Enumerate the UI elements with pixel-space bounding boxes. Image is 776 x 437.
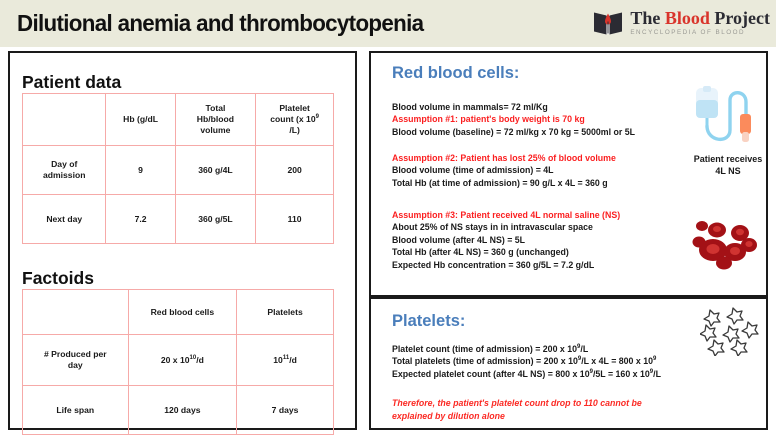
- table-row: [23, 146, 334, 195]
- table-header-row: [23, 290, 334, 335]
- row-label-l2: admission: [42, 170, 86, 180]
- rbc-line-assumption-1: Assumption #1: patient's body weight is 70 kg: [392, 114, 585, 125]
- table-row: [23, 195, 334, 244]
- plt-line2-exp2: 9: [653, 356, 657, 363]
- plt-line3-post2: /L: [653, 368, 661, 379]
- cell-hb-admission: 9: [106, 146, 175, 195]
- th-plt-l1: Platelet: [279, 103, 310, 114]
- plt-line3-exp: 9: [589, 369, 593, 376]
- cell-rbc-produced: [128, 335, 237, 386]
- plt-line1-pre: Platelet count (time of admission) = 200 x 10: [392, 344, 578, 354]
- cell-plt-produced-pre: 10: [273, 354, 283, 365]
- th-blank: [23, 94, 106, 146]
- platelets-calc-group: [392, 343, 661, 380]
- plt-line-total-admission: [392, 355, 661, 367]
- conclusion-l2: explained by dilution alone: [392, 410, 505, 421]
- rbc-line-expected-hb: Expected Hb concentration = 360 g/5L = 7.2 g/dL: [392, 259, 595, 270]
- factoids-title: Factoids: [22, 268, 94, 288]
- cell-rbc-lifespan: 120 days: [128, 386, 237, 435]
- plt-line2-exp: 9: [577, 356, 582, 363]
- red-blood-cells-cluster-icon: [688, 216, 764, 278]
- rbc-calc-group-2: [392, 152, 616, 189]
- row-label-nextday: Next day: [23, 195, 106, 244]
- cell-plt-produced: [237, 335, 334, 386]
- th-plt-exp: 9: [315, 114, 319, 121]
- th-total-hb-l2: Hb/blood: [196, 114, 235, 125]
- th-total-hb-l1: Total: [205, 103, 226, 114]
- cell-total-hb-nextday: 360 g/5L: [175, 195, 256, 244]
- rbc-line-blood-volume-mammals: Blood volume in mammals= 72 ml/Kg: [392, 102, 548, 112]
- row-label-admission: [23, 146, 106, 195]
- th-total-hb: [175, 94, 256, 146]
- rbc-calc-group-1: [392, 101, 635, 138]
- th-plt-l2: count (x 10: [270, 114, 316, 125]
- cell-plt-produced-exp: 11: [282, 354, 290, 361]
- open-book-blood-drop-icon: [592, 6, 624, 39]
- cell-platelets-nextday: 110: [256, 195, 334, 244]
- cell-platelets-admission: 200: [256, 146, 334, 195]
- platelet-stars-icon: [700, 306, 766, 356]
- patient-data-table: [22, 93, 334, 244]
- frow-label-l1: # Produced per: [44, 349, 107, 360]
- logo-project: Project: [714, 7, 770, 28]
- plt-line1-exp: 9: [577, 344, 581, 351]
- cell-rbc-produced-exp: 10: [189, 354, 197, 361]
- plt-line2-post: /L x 4L = 800 x 10: [581, 356, 654, 367]
- rbc-line-assumption-3: Assumption #3: Patient received 4L normal saline (NS): [392, 210, 621, 220]
- plt-line3-exp2: 9: [649, 369, 654, 376]
- patient-data-title: Patient data: [22, 72, 122, 92]
- th-plt-l3: /L): [289, 124, 300, 135]
- iv-caption-l2: 4L NS: [715, 166, 741, 177]
- th-total-hb-l3: volume: [200, 124, 231, 135]
- rbc-line-assumption-2: Assumption #2: Patient has lost 25% of blood volume: [392, 153, 616, 163]
- page-header: [0, 0, 776, 47]
- cell-plt-produced-post: /d: [289, 354, 297, 365]
- cell-total-hb-admission: 360 g/4L: [175, 146, 256, 195]
- rbc-line-baseline-volume: Blood volume (baseline) = 72 ml/kg x 70 kg = 5000ml or 5L: [392, 126, 635, 137]
- table-row: [23, 386, 334, 435]
- logo-wordmark: [630, 9, 770, 28]
- rbc-line-total-hb-admission: Total Hb (at time of admission) = 90 g/L x 4L = 360 g: [392, 177, 608, 188]
- plt-line1-post: /L: [580, 344, 589, 354]
- rbc-line-total-hb-after-ns: Total Hb (after 4L NS) = 360 g (unchanged): [392, 247, 569, 258]
- factoids-table: [22, 289, 334, 435]
- plt-line-expected-count: [392, 368, 661, 380]
- conclusion-text: [392, 397, 642, 423]
- brand-logo[interactable]: [592, 6, 770, 39]
- conclusion-l1: Therefore, the patient's platelet count drop to 110 cannot be: [392, 398, 642, 408]
- frow-label-lifespan: Life span: [23, 386, 129, 435]
- table-row: [23, 335, 334, 386]
- rbc-line-volume-admission: Blood volume (time of admission) = 4L: [392, 165, 554, 176]
- th-hb: Hb (g/dL: [106, 94, 175, 146]
- rbc-line-volume-after-ns: Blood volume (after 4L NS) = 5L: [392, 234, 526, 245]
- page-title: Dilutional anemia and thrombocytopenia: [17, 10, 424, 36]
- logo-text: [630, 9, 770, 37]
- cell-rbc-produced-post: /d: [196, 354, 204, 365]
- plt-line-count-admission: [392, 343, 661, 355]
- rbc-calc-group-3: [392, 209, 620, 271]
- row-label-l1: Day of: [51, 159, 78, 170]
- fth-platelets: Platelets: [237, 290, 334, 335]
- fth-blank: [23, 290, 129, 335]
- cell-rbc-produced-pre: 20 x 10: [160, 354, 190, 365]
- plt-line2-pre: Total platelets (time of admission) = 200 x 10: [392, 356, 578, 367]
- cell-plt-lifespan: 7 days: [237, 386, 334, 435]
- fth-rbc: Red blood cells: [128, 290, 237, 335]
- platelets-section-title: Platelets:: [392, 312, 466, 330]
- frow-label-l2: day: [67, 360, 83, 370]
- logo-the: The: [630, 7, 665, 28]
- logo-blood: Blood: [664, 7, 715, 28]
- iv-drip-bag-icon: [688, 86, 768, 152]
- rbc-line-ns-intravascular: About 25% of NS stays in in intravascular space: [392, 222, 593, 233]
- plt-line3-post: /5L = 160 x 10: [592, 368, 650, 379]
- iv-caption-l1: Patient receives: [693, 154, 763, 164]
- table-header-row: [23, 94, 334, 146]
- logo-tagline: ENCYCLOPEDIA OF BLOOD: [630, 29, 746, 37]
- rbc-section-title: Red blood cells:: [392, 64, 520, 82]
- frow-label-produced: [23, 335, 129, 386]
- iv-caption: [678, 153, 776, 177]
- cell-hb-nextday: 7.2: [106, 195, 175, 244]
- th-platelet-count: [256, 94, 334, 146]
- plt-line3-pre: Expected platelet count (after 4L NS) = 800 x 10: [392, 368, 590, 379]
